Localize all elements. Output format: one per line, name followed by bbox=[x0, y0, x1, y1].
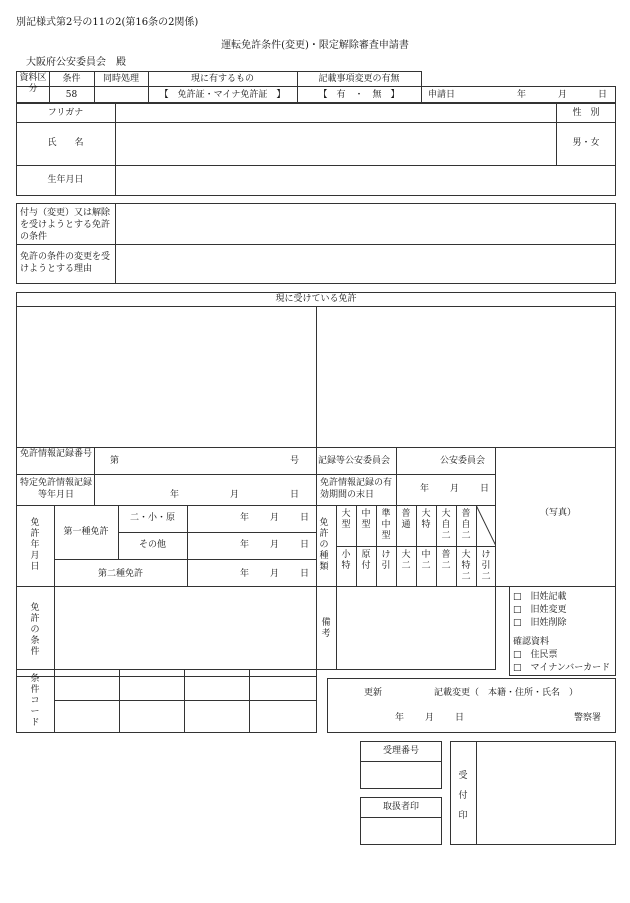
shinsei-bi-label: 申請日 bbox=[428, 90, 456, 100]
ni-sho-gen-label: 二・小・原 bbox=[129, 513, 175, 523]
form-code: 別記様式第2号の11の2(第16条の2関係) bbox=[16, 17, 199, 28]
shimei-label: 氏 名 bbox=[47, 138, 84, 148]
nsg-year: 年 bbox=[240, 513, 250, 523]
juri-bango-label: 受理番号 bbox=[382, 746, 419, 756]
sonota-month: 月 bbox=[270, 540, 280, 550]
seibetsu-label: 性 別 bbox=[572, 108, 600, 118]
joken-label: 条件 bbox=[62, 74, 81, 84]
yuko-year: 年 bbox=[420, 484, 430, 494]
dai2shu-label: 第二種免許 bbox=[97, 569, 143, 579]
go-label: 号 bbox=[290, 456, 300, 466]
uketsuke-label: 受付印 bbox=[458, 771, 468, 821]
checkbox-icon: □ bbox=[513, 663, 522, 673]
gen-ni-label: 現に有するもの bbox=[190, 74, 254, 84]
tokutei-day: 日 bbox=[290, 490, 300, 500]
menkyo-nengappi-label: 免許年月日 bbox=[30, 518, 40, 572]
riyu-label: 免許の条件の変更を受けようとする理由 bbox=[20, 252, 111, 274]
d2-day: 日 bbox=[300, 569, 310, 579]
shimei-field[interactable] bbox=[116, 123, 555, 164]
diagonal-slash bbox=[476, 505, 496, 546]
d2-year: 年 bbox=[240, 569, 250, 579]
joken-value[interactable]: 58 bbox=[65, 90, 78, 100]
yuko-month: 月 bbox=[450, 484, 460, 494]
nsg-day: 日 bbox=[300, 513, 310, 523]
furigana-label: フリガナ bbox=[47, 108, 84, 118]
fuyo-field[interactable] bbox=[116, 204, 615, 243]
type-futsu: 普通 bbox=[401, 509, 411, 530]
type-junchugata: 準中型 bbox=[381, 509, 391, 541]
type-ogata: 大型 bbox=[341, 509, 351, 530]
renewal-box bbox=[327, 678, 616, 733]
shinsei-month: 月 bbox=[558, 90, 568, 100]
tokutei-month: 月 bbox=[230, 490, 240, 500]
type-daitoku: 大特 bbox=[421, 509, 431, 530]
type-fujini: 普自二 bbox=[461, 509, 471, 541]
kyusei-henko-check[interactable]: □ 旧姓変更 bbox=[513, 605, 567, 615]
riyu-field[interactable] bbox=[116, 245, 615, 283]
kakunin-shiryo-label: 確認資料 bbox=[513, 637, 550, 647]
shiryo-kubun-label: 資料区分 bbox=[19, 73, 47, 94]
kiroku-bango-label: 免許情報記録番号 bbox=[20, 449, 93, 459]
shinsei-day: 日 bbox=[598, 90, 608, 100]
renewal-year: 年 bbox=[395, 713, 405, 723]
type-daijini: 大自二 bbox=[441, 509, 451, 541]
kyusei-kisai-check[interactable]: □ 旧姓記載 bbox=[513, 592, 567, 602]
form-title: 運転免許条件(変更)・限定解除審査申請書 bbox=[221, 40, 409, 51]
seinengappi-field[interactable] bbox=[116, 166, 615, 195]
nsg-month: 月 bbox=[270, 513, 280, 523]
checkbox-icon: □ bbox=[513, 592, 522, 602]
addressee: 大阪府公安委員会 殿 bbox=[26, 57, 126, 68]
renewal-day: 日 bbox=[455, 713, 465, 723]
menkyo-shurui-label: 免許の種類 bbox=[319, 518, 329, 572]
type-daini: 大二 bbox=[401, 550, 411, 571]
dai1shu-label: 第一種免許 bbox=[63, 527, 109, 537]
keisatsusho-label: 警察署 bbox=[574, 713, 602, 723]
type-daitokuni: 大特二 bbox=[461, 550, 471, 582]
koan-iinkai-label: 公安委員会 bbox=[440, 456, 486, 466]
seinengappi-label: 生年月日 bbox=[47, 175, 84, 185]
type-futsuni: 普二 bbox=[441, 550, 451, 571]
yuko-day: 日 bbox=[480, 484, 490, 494]
koshin-label: 更新 bbox=[364, 688, 383, 698]
gender-value[interactable]: 男・女 bbox=[572, 138, 600, 148]
kisai-value[interactable]: 【 有 ・ 無 】 bbox=[318, 90, 400, 100]
sonota-year: 年 bbox=[240, 540, 250, 550]
type-chuni: 中二 bbox=[421, 550, 431, 571]
renewal-month: 月 bbox=[425, 713, 435, 723]
gen-ni-value[interactable]: 【 免許証・マイナ免許証 】 bbox=[159, 90, 286, 100]
kisai-henko-label: 記載変更（ 本籍・住所・氏名 ） bbox=[434, 688, 579, 698]
dai-label: 第 bbox=[110, 456, 120, 466]
uketsuke-box[interactable] bbox=[450, 741, 616, 845]
license-section-title: 現に受けている免許 bbox=[275, 294, 357, 304]
checkbox-icon: □ bbox=[513, 618, 522, 628]
kirokutou-label: 記録等公安委員会 bbox=[318, 456, 391, 466]
type-kein: け引 bbox=[381, 550, 391, 571]
juminhyo-check[interactable]: □ 住民票 bbox=[513, 650, 558, 660]
type-keinni: け引二 bbox=[481, 550, 491, 582]
toriatsukai-label: 取扱者印 bbox=[382, 802, 419, 812]
photo-label: （写真） bbox=[540, 508, 577, 518]
checkbox-icon: □ bbox=[513, 650, 522, 660]
shinsei-year: 年 bbox=[517, 90, 527, 100]
tokutei-year: 年 bbox=[170, 490, 180, 500]
type-kotoku: 小特 bbox=[341, 550, 351, 571]
type-chugata: 中型 bbox=[361, 509, 371, 530]
kisai-label: 記載事項変更の有無 bbox=[318, 74, 400, 84]
joken-code-label: 条件コード bbox=[30, 674, 40, 728]
biko-label: 備考 bbox=[321, 618, 331, 639]
yuko-kikan-label: 免許情報記録の有効期間の末日 bbox=[320, 478, 393, 500]
d2-month: 月 bbox=[270, 569, 280, 579]
checkbox-icon: □ bbox=[513, 605, 522, 615]
fuyo-label: 付与（変更）又は解除を受けようとする免許の条件 bbox=[20, 208, 111, 242]
furigana-field[interactable] bbox=[116, 104, 555, 121]
tokutei-label: 特定免許情報記録等年月日 bbox=[20, 478, 93, 500]
mynumber-check[interactable]: □ マイナンバーカード bbox=[513, 663, 611, 673]
kyusei-sakujo-check[interactable]: □ 旧姓削除 bbox=[513, 618, 567, 628]
menkyo-joken-label: 免許の条件 bbox=[30, 603, 40, 657]
doji-shori-label: 同時処理 bbox=[102, 74, 139, 84]
type-gentsuki: 原付 bbox=[361, 550, 371, 571]
sonota-label: その他 bbox=[138, 540, 166, 550]
sonota-day: 日 bbox=[300, 540, 310, 550]
